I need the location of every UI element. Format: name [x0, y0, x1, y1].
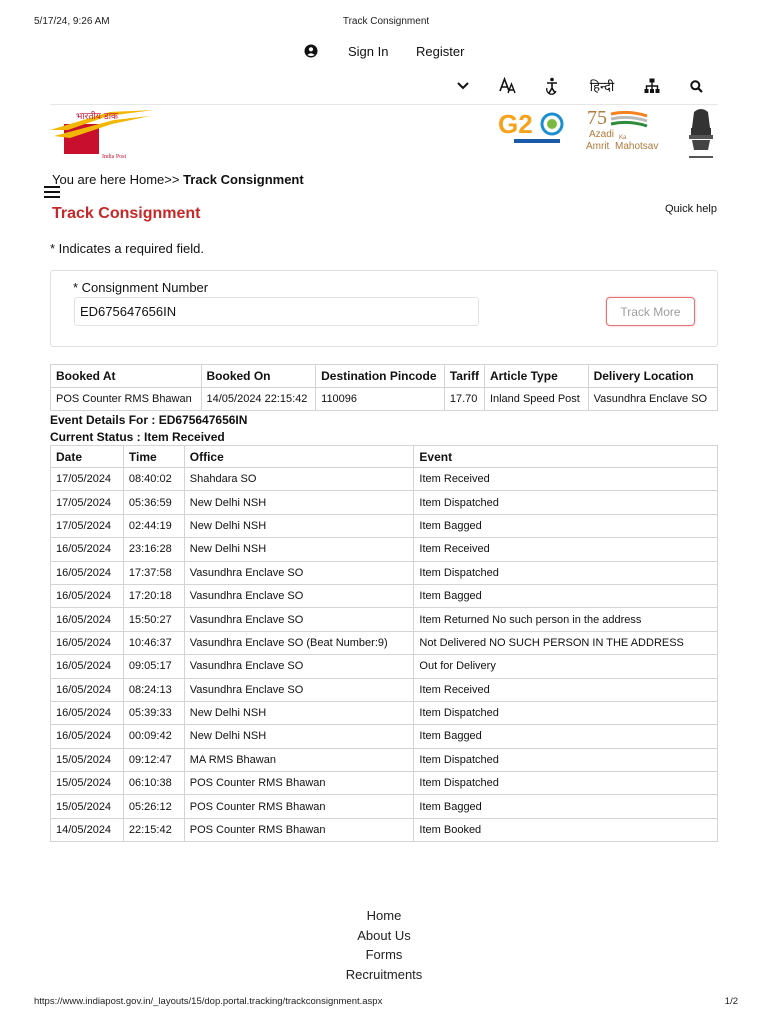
table-row [51, 561, 718, 584]
india-post-logo[interactable] [50, 110, 154, 162]
svg-text:भारतीय डाक: भारतीय डाक [76, 112, 118, 122]
footer-link-about-us[interactable]: About Us [357, 927, 411, 943]
event-office-cell: POS Counter RMS Bhawan [184, 795, 414, 818]
event-description-cell: Item Returned No such person in the address [414, 608, 718, 631]
delivery-location-cell: Vasundhra Enclave SO [588, 388, 717, 411]
event-time-cell: 08:40:02 [123, 468, 184, 491]
event-office-cell: New Delhi NSH [184, 701, 414, 724]
event-time-cell: 05:39:33 [123, 701, 184, 724]
booked-on-cell: 14/05/2024 22:15:42 [201, 388, 316, 411]
footer-links [0, 908, 768, 986]
azadi-ka-amrit-mahotsav-logo [585, 106, 663, 152]
event-history-body [51, 468, 718, 842]
print-datetime: 5/17/24, 9:26 AM [34, 16, 110, 27]
header-article-type: Article Type [484, 365, 588, 388]
menu-icon[interactable] [44, 186, 60, 200]
table-row [51, 584, 718, 607]
event-office-cell: MA RMS Bhawan [184, 748, 414, 771]
booking-summary-table [50, 364, 718, 411]
header-booked-at: Booked At [51, 365, 202, 388]
g20-logo [496, 108, 572, 148]
event-date-cell: 17/05/2024 [51, 514, 124, 537]
event-office-cell: Vasundhra Enclave SO [184, 608, 414, 631]
event-description-cell: Item Bagged [414, 514, 718, 537]
event-description-cell: Item Dispatched [414, 491, 718, 514]
event-office-cell: New Delhi NSH [184, 491, 414, 514]
text-size-icon[interactable] [498, 76, 518, 96]
event-date-cell: 16/05/2024 [51, 655, 124, 678]
booked-at-cell: POS Counter RMS Bhawan [51, 388, 202, 411]
table-row [51, 538, 718, 561]
event-description-cell: Item Dispatched [414, 748, 718, 771]
print-page-number: 1/2 [724, 996, 738, 1007]
event-description-cell: Out for Delivery [414, 655, 718, 678]
event-date-cell: 16/05/2024 [51, 631, 124, 654]
footer-link-forms[interactable]: Forms [365, 947, 403, 962]
table-row [51, 468, 718, 491]
event-description-cell: Item Dispatched [414, 561, 718, 584]
header-time: Time [123, 446, 184, 468]
event-date-cell: 16/05/2024 [51, 561, 124, 584]
event-details-title: Event Details For : ED675647656IN [50, 413, 248, 427]
table-row [51, 514, 718, 537]
page-title: Track Consignment [52, 205, 201, 222]
header-office: Office [184, 446, 414, 468]
event-office-cell: Vasundhra Enclave SO [184, 584, 414, 607]
table-header-row [51, 365, 718, 388]
event-time-cell: 22:15:42 [123, 818, 184, 841]
event-time-cell: 06:10:38 [123, 772, 184, 795]
header-divider [50, 104, 718, 105]
event-description-cell: Item Dispatched [414, 701, 718, 724]
search-icon[interactable] [688, 76, 704, 96]
track-more-button[interactable]: Track More [606, 297, 695, 326]
event-history-table [50, 445, 718, 842]
logo-caption: India Post [102, 154, 127, 160]
footer-link-recruitments[interactable]: Recruitments [345, 966, 423, 982]
event-time-cell: 00:09:42 [123, 725, 184, 748]
current-status: Current Status : Item Received [50, 430, 225, 444]
svg-text:Mahotsav: Mahotsav [615, 141, 659, 152]
event-date-cell: 16/05/2024 [51, 538, 124, 561]
event-date-cell: 17/05/2024 [51, 491, 124, 514]
table-row [51, 701, 718, 724]
event-date-cell: 14/05/2024 [51, 818, 124, 841]
event-time-cell: 05:26:12 [123, 795, 184, 818]
table-row [51, 818, 718, 841]
event-office-cell: Shahdara SO [184, 468, 414, 491]
user-icon[interactable] [304, 44, 318, 58]
event-time-cell: 17:37:58 [123, 561, 184, 584]
event-time-cell: 02:44:19 [123, 514, 184, 537]
header-date: Date [51, 446, 124, 468]
breadcrumb-prefix[interactable]: You are here Home>> [52, 172, 184, 187]
event-time-cell: 08:24:13 [123, 678, 184, 701]
svg-text:G2: G2 [498, 109, 533, 139]
event-date-cell: 16/05/2024 [51, 608, 124, 631]
event-date-cell: 15/05/2024 [51, 748, 124, 771]
article-type-cell: Inland Speed Post [484, 388, 588, 411]
breadcrumb-current: Track Consignment [183, 172, 304, 187]
print-header [34, 16, 738, 30]
svg-text:Ka: Ka [619, 135, 627, 141]
event-description-cell: Item Booked [414, 818, 718, 841]
utility-toolbar [0, 76, 768, 98]
table-row [51, 725, 718, 748]
event-details-heading [50, 412, 247, 446]
header-destination-pincode: Destination Pincode [316, 365, 445, 388]
table-row [51, 388, 718, 411]
header-delivery-location: Delivery Location [588, 365, 717, 388]
svg-text:7: 7 [587, 107, 597, 129]
consignment-form [50, 270, 718, 347]
event-description-cell: Item Dispatched [414, 772, 718, 795]
event-date-cell: 15/05/2024 [51, 772, 124, 795]
event-office-cell: POS Counter RMS Bhawan [184, 818, 414, 841]
event-date-cell: 16/05/2024 [51, 584, 124, 607]
language-hindi-link[interactable]: हिन्दी [589, 80, 615, 95]
event-description-cell: Item Bagged [414, 795, 718, 818]
consignment-number-input[interactable]: ED675647656IN [74, 297, 479, 326]
event-date-cell: 17/05/2024 [51, 468, 124, 491]
event-office-cell: Vasundhra Enclave SO [184, 561, 414, 584]
event-date-cell: 16/05/2024 [51, 725, 124, 748]
header-event: Event [414, 446, 718, 468]
event-description-cell: Not Delivered NO SUCH PERSON IN THE ADDRESS [414, 631, 718, 654]
event-office-cell: Vasundhra Enclave SO (Beat Number:9) [184, 631, 414, 654]
header-tariff: Tariff [444, 365, 484, 388]
sign-in-link[interactable]: Sign In [348, 44, 389, 59]
event-time-cell: 15:50:27 [123, 608, 184, 631]
auth-bar [0, 42, 768, 62]
chevron-down-icon[interactable] [455, 76, 471, 96]
svg-text:Amrit: Amrit [586, 141, 610, 152]
svg-text:Azadi: Azadi [589, 129, 615, 140]
table-header-row [51, 446, 718, 468]
table-row [51, 795, 718, 818]
event-date-cell: 15/05/2024 [51, 795, 124, 818]
table-row [51, 608, 718, 631]
breadcrumb [52, 172, 304, 187]
event-time-cell: 23:16:28 [123, 538, 184, 561]
register-link[interactable]: Register [416, 44, 465, 59]
table-row [51, 772, 718, 795]
table-row [51, 491, 718, 514]
event-description-cell: Item Received [414, 468, 718, 491]
event-description-cell: Item Bagged [414, 584, 718, 607]
event-date-cell: 16/05/2024 [51, 678, 124, 701]
print-footer [34, 996, 738, 1010]
print-url: https://www.indiapost.gov.in/_layouts/15/dop.portal.tracking/trackconsignment.aspx [34, 996, 383, 1007]
event-time-cell: 09:12:47 [123, 748, 184, 771]
event-office-cell: Vasundhra Enclave SO [184, 678, 414, 701]
event-office-cell: POS Counter RMS Bhawan [184, 772, 414, 795]
event-description-cell: Item Received [414, 538, 718, 561]
accessibility-icon[interactable] [543, 76, 561, 96]
event-time-cell: 10:46:37 [123, 631, 184, 654]
sitemap-icon[interactable] [643, 76, 661, 96]
event-time-cell: 09:05:17 [123, 655, 184, 678]
event-description-cell: Item Bagged [414, 725, 718, 748]
event-office-cell: New Delhi NSH [184, 725, 414, 748]
svg-text:5: 5 [597, 107, 607, 129]
header-booked-on: Booked On [201, 365, 316, 388]
table-row [51, 631, 718, 654]
tariff-cell: 17.70 [444, 388, 484, 411]
footer-link-home[interactable]: Home [366, 908, 402, 923]
event-description-cell: Item Received [414, 678, 718, 701]
table-row [51, 678, 718, 701]
event-office-cell: New Delhi NSH [184, 538, 414, 561]
required-field-note: * Indicates a required field. [50, 241, 204, 256]
event-time-cell: 17:20:18 [123, 584, 184, 607]
table-row [51, 655, 718, 678]
event-office-cell: New Delhi NSH [184, 514, 414, 537]
quick-help-link[interactable]: Quick help [665, 203, 717, 215]
national-emblem-icon [684, 106, 718, 162]
destination-pincode-cell: 110096 [316, 388, 445, 411]
table-row [51, 748, 718, 771]
event-time-cell: 05:36:59 [123, 491, 184, 514]
event-date-cell: 16/05/2024 [51, 701, 124, 724]
consignment-number-label: * Consignment Number [73, 280, 209, 295]
event-office-cell: Vasundhra Enclave SO [184, 655, 414, 678]
print-title: Track Consignment [342, 16, 430, 27]
